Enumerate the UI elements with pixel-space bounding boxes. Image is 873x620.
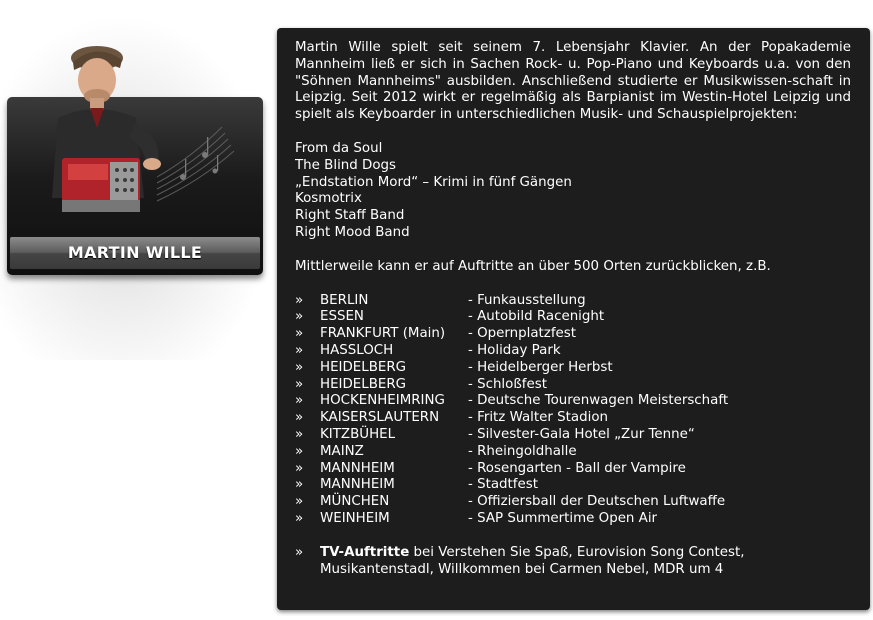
venue-city: ESSEN bbox=[320, 309, 364, 325]
venue-event: - Offiziersball der Deutschen Luftwaffe bbox=[468, 494, 726, 510]
project-item: From da Soul bbox=[295, 140, 383, 156]
venue-event: - Deutsche Tourenwagen Meisterschaft bbox=[468, 393, 729, 409]
bullet-icon: » bbox=[295, 342, 304, 358]
venues-list bbox=[295, 293, 851, 528]
tv-list: bei Verstehen Sie Spaß, Eurovision Song Contest, Musikantenstadl, Willkommen bei Carmen Nebel, MDR um 4 bbox=[320, 544, 745, 577]
bio-intro: Martin Wille spielt seit seinem 7. Lebensjahr Klavier. An der Popakademie Mannheim ließ er sich in Sachen Rock- u. Pop-Piano und Keyboards u.a. von den "Söhnen Mannheims" ausbilden. Anschließend studierte er Musikwissen-schaft in Leipzig. Seit 2012 wirkt er regelmäßig als Barpianist im Westin-Hotel Leipzig und spielt als Keyboarder in unterschiedlichen Musik- und Schauspielprojekten: bbox=[295, 40, 851, 123]
tv-label: TV-Auftritte bbox=[320, 544, 410, 560]
venue-event: - Fritz Walter Stadion bbox=[468, 410, 608, 426]
venue-city: MÜNCHEN bbox=[320, 494, 390, 510]
venue-city: HEIDELBERG bbox=[320, 376, 407, 392]
venue-row bbox=[295, 377, 851, 394]
venue-row bbox=[295, 427, 851, 444]
bullet-icon: » bbox=[295, 309, 304, 325]
venue-row bbox=[295, 461, 851, 478]
venue-row bbox=[295, 410, 851, 427]
venue-event: - Schloßfest bbox=[468, 376, 547, 392]
venue-event: - Autobild Racenight bbox=[468, 309, 605, 325]
project-item: Kosmotrix bbox=[295, 191, 362, 207]
venue-city: FRANKFURT (Main) bbox=[320, 326, 446, 342]
venue-event: - Opernplatzfest bbox=[468, 326, 577, 342]
venue-row bbox=[295, 343, 851, 360]
venue-row bbox=[295, 293, 851, 310]
venue-city: HASSLOCH bbox=[320, 342, 394, 358]
venue-row bbox=[295, 326, 851, 343]
venue-row bbox=[295, 494, 851, 511]
venue-event: - Holiday Park bbox=[468, 342, 561, 358]
venue-event: - Rosengarten - Ball der Vampire bbox=[468, 460, 686, 476]
venue-city: KAISERSLAUTERN bbox=[320, 410, 440, 426]
venue-event: - Heidelberger Herbst bbox=[468, 359, 613, 375]
venue-city: MAINZ bbox=[320, 443, 364, 459]
biography-panel bbox=[277, 28, 870, 610]
bullet-icon: » bbox=[295, 443, 304, 459]
musician-photo bbox=[40, 38, 210, 238]
profile-name: MARTIN WILLE bbox=[10, 237, 260, 269]
project-item: The Blind Dogs bbox=[295, 157, 397, 173]
bullet-icon: » bbox=[295, 326, 304, 342]
venue-city: WEINHEIM bbox=[320, 510, 390, 526]
venue-row bbox=[295, 309, 851, 326]
venue-city: BERLIN bbox=[320, 292, 369, 308]
venue-row bbox=[295, 444, 851, 461]
bio-summary: Mittlerweile kann er auf Auftritte an über 500 Orten zurückblicken, z.B. bbox=[295, 258, 771, 274]
venue-event: - Stadtfest bbox=[468, 477, 538, 493]
bullet-icon: » bbox=[295, 359, 304, 375]
venue-city: KITZBÜHEL bbox=[320, 426, 396, 442]
venue-row bbox=[295, 360, 851, 377]
venue-event: - Silvester-Gala Hotel „Zur Tenne“ bbox=[468, 426, 695, 442]
bullet-icon: » bbox=[295, 460, 304, 476]
tv-appearances bbox=[295, 545, 851, 579]
venue-row bbox=[295, 511, 851, 528]
venue-event: - Rheingoldhalle bbox=[468, 443, 577, 459]
venue-event: - Funkausstellung bbox=[468, 292, 586, 308]
project-item: Right Staff Band bbox=[295, 208, 405, 224]
venue-city: HEIDELBERG bbox=[320, 359, 407, 375]
venue-city: HOCKENHEIMRING bbox=[320, 393, 445, 409]
bullet-icon: » bbox=[295, 544, 304, 560]
venue-event: - SAP Summertime Open Air bbox=[468, 510, 658, 526]
project-item: „Endstation Mord“ – Krimi in fünf Gängen bbox=[295, 174, 572, 190]
bullet-icon: » bbox=[295, 494, 304, 510]
bullet-icon: » bbox=[295, 510, 304, 526]
venue-row bbox=[295, 393, 851, 410]
venue-city: MANNHEIM bbox=[320, 477, 395, 493]
bullet-icon: » bbox=[295, 426, 304, 442]
venue-row bbox=[295, 477, 851, 494]
project-item: Right Mood Band bbox=[295, 224, 410, 240]
bullet-icon: » bbox=[295, 410, 304, 426]
bullet-icon: » bbox=[295, 376, 304, 392]
bullet-icon: » bbox=[295, 292, 304, 308]
bullet-icon: » bbox=[295, 393, 304, 409]
tv-appearances-text bbox=[320, 545, 851, 579]
venue-city: MANNHEIM bbox=[320, 460, 395, 476]
projects-list bbox=[295, 141, 851, 242]
bullet-icon: » bbox=[295, 477, 304, 493]
